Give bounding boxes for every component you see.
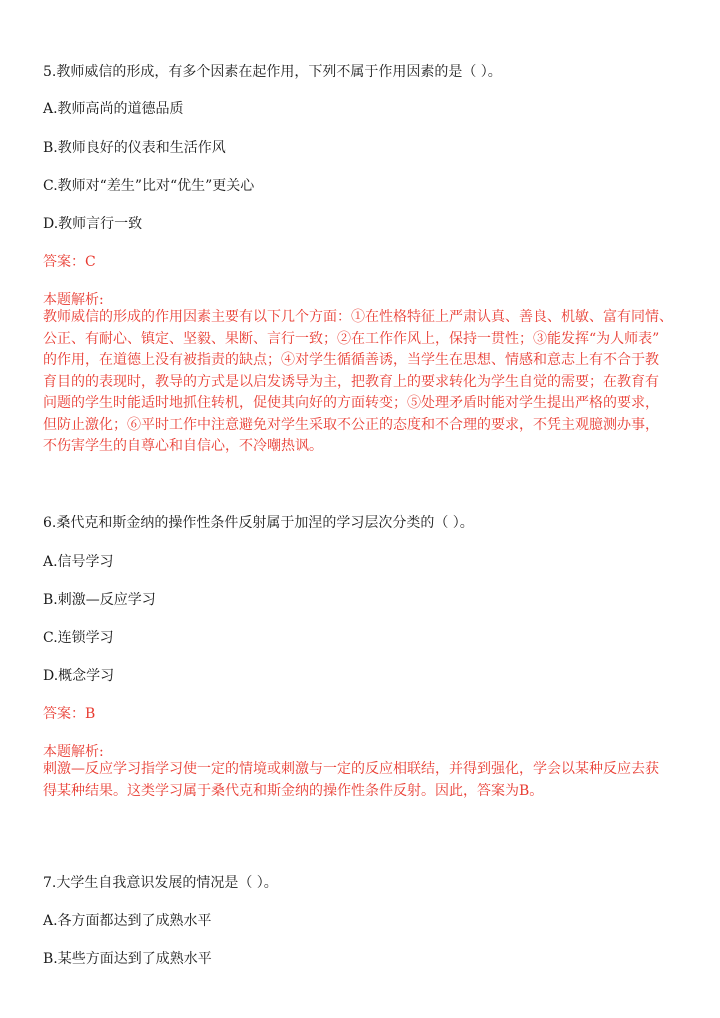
question-6-option-a: A.信号学习 [43,554,114,570]
question-5-option-b: B.教师良好的仪表和生活作风 [43,140,226,156]
question-5-analysis-line: 的作用，在道德上没有被指责的缺点；④对学生循循善诱，当学生在思想、情感和意志上有不合于教 [43,352,659,368]
question-5-analysis-line: 不伤害学生的自尊心和自信心，不冷嘲热讽。 [43,438,323,454]
question-6-analysis-line: 得某种结果。这类学习属于桑代克和斯金纳的操作性条件反射。因此，答案为B。 [43,782,544,799]
question-6-option-b: B.刺激—反应学习 [43,592,156,608]
question-6-option-c: C.连锁学习 [43,630,114,646]
question-5-analysis-line: 问题的学生时能适时地抓住转机，促使其向好的方面转变；⑤处理矛盾时能对学生提出严格的要求， [43,395,659,411]
question-5-option-d: D.教师言行一致 [43,216,143,232]
question-5-analysis-line: 公正、有耐心、镇定、坚毅、果断、言行一致；②在工作作风上，保持一贯性；③能发挥“为人师表” [43,330,660,347]
question-6-stem: 6.桑代克和斯金纳的操作性条件反射属于加涅的学习层次分类的（ ）。 [43,515,474,531]
question-7-option-a: A.各方面都达到了成熟水平 [43,913,212,929]
question-6-analysis [43,759,683,802]
question-6-analysis-title: 本题解析: [43,744,104,760]
question-7-stem: 7.大学生自我意识发展的情况是（ ）。 [43,875,278,891]
question-5-answer: 答案：C [43,254,96,270]
question-5-analysis-line: 但防止激化；⑥平时工作中注意避免对学生采取不公正的态度和不合理的要求，不凭主观臆测办事， [43,416,659,433]
question-6-answer: 答案：B [43,706,96,722]
question-5-analysis-line: 教师威信的形成的作用因素主要有以下几个方面：①在性格特征上严肃认真、善良、机敏、富有同情、 [43,309,673,325]
question-5-analysis-title: 本题解析: [43,292,104,308]
question-5-stem: 5.教师威信的形成，有多个因素在起作用，下列不属于作用因素的是（ ）。 [43,64,502,80]
question-6-option-d: D.概念学习 [43,668,115,684]
question-5-option-a: A.教师高尚的道德品质 [43,101,184,117]
question-5-analysis [43,307,683,458]
question-5-option-c: C.教师对“差生”比对“优生”更关心 [43,178,255,194]
question-7-option-b: B.某些方面达到了成熟水平 [43,951,212,967]
question-6-analysis-line: 刺激—反应学习指学习使一定的情境或刺激与一定的反应相联结，并得到强化，学会以某种反应去获 [43,761,659,777]
question-5-analysis-line: 育目的的表现时，教导的方式是以启发诱导为主，把教育上的要求转化为学生自觉的需要；在教育有 [43,373,659,390]
